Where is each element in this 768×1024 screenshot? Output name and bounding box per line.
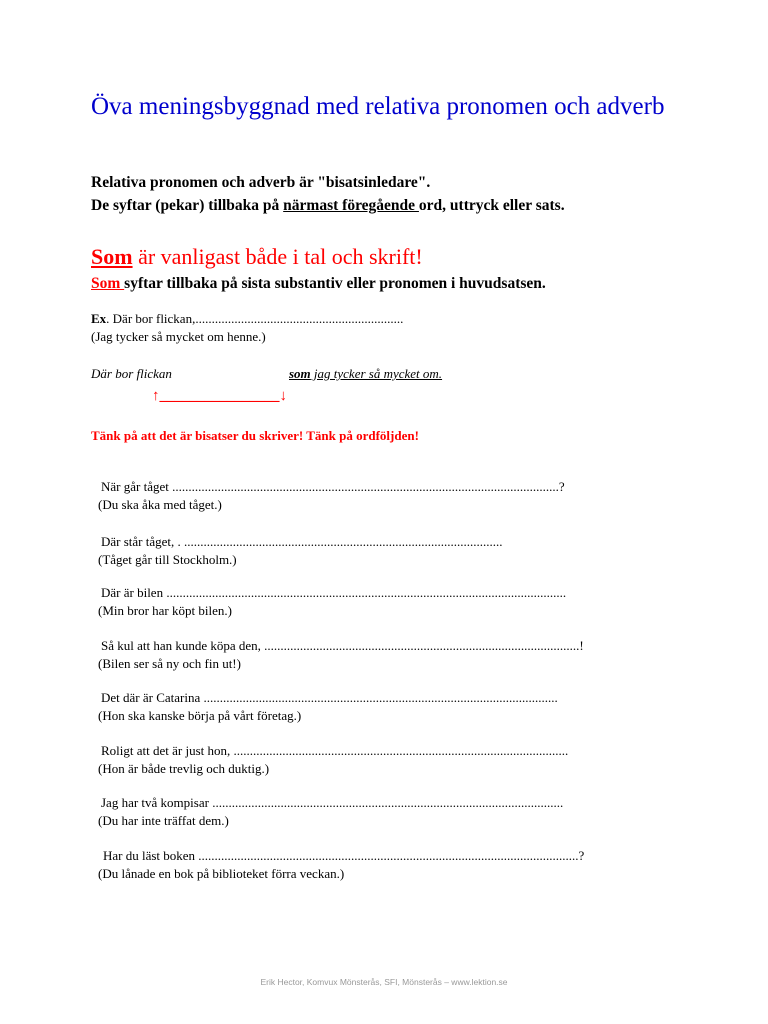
example-italic-right	[289, 366, 442, 382]
som-explanation-rest: syftar tillbaka på sista substantiv eller pronomen i huvudsatsen.	[124, 275, 546, 292]
exercise-question: Där står tåget, . ..................................................................................................	[101, 534, 503, 549]
example-sentence: . Där bor flickan,................................................................	[106, 311, 404, 326]
exercise-question: Roligt att det är just hon, .......................................................................................................	[101, 743, 569, 758]
som-explanation-keyword: Som	[91, 275, 125, 292]
page-title: Öva meningsbyggnad med relativa pronomen och adverb	[91, 93, 665, 120]
warning-text: Tänk på att det är bisatser du skriver! Tänk på ordföljden!	[91, 428, 419, 443]
example-italic-left: Där bor flickan	[91, 366, 172, 381]
page-footer: Erik Hector, Komvux Mönsterås, SFI, Mönsterås – www.lektion.se	[260, 977, 508, 987]
exercise-question: Det där är Catarina .............................................................................................................	[101, 690, 558, 705]
exercise-hint: (Du har inte träffat dem.)	[98, 813, 229, 828]
exercise-hint: (Hon ska kanske börja på vårt företag.)	[98, 708, 302, 723]
exercise-question: När går tåget .......................................................................................................................?	[101, 479, 565, 494]
exercise-question: Har du läst boken .....................................................................................................................?	[103, 848, 585, 863]
exercise-hint: (Min bror har köpt bilen.)	[98, 603, 232, 618]
som-explanation	[91, 275, 546, 293]
exercise-hint: (Tåget går till Stockholm.)	[98, 552, 237, 567]
example-arrow-connector	[152, 388, 287, 405]
example-line-2: (Jag tycker så mycket om henne.)	[91, 329, 266, 344]
intro-line-1: Relativa pronomen och adverb är "bisatsinledare".	[91, 174, 431, 191]
exercise-hint: (Du ska åka med tåget.)	[98, 497, 222, 512]
arrow-up-icon: ↑	[152, 388, 160, 404]
exercise-question: Så kul att han kunde köpa den, .................................................................................................!	[101, 638, 584, 653]
som-heading	[91, 244, 423, 270]
example-line-1	[91, 311, 403, 327]
example-italic-rest: jag tycker så mycket om.	[310, 366, 443, 381]
intro-line-2	[91, 197, 565, 215]
exercise-question: Jag har två kompisar ............................................................................................................	[101, 795, 564, 810]
example-label: Ex	[91, 311, 107, 326]
som-heading-rest: är vanligast både i tal och skrift!	[132, 244, 423, 269]
intro-line-2-underlined: närmast föregående	[283, 197, 419, 214]
arrow-down-icon: ↓	[279, 388, 287, 404]
example-italic-som: som	[289, 366, 311, 381]
exercise-hint: (Du lånade en bok på biblioteket förra veckan.)	[98, 866, 345, 881]
intro-line-2-end: ord, uttryck eller sats.	[418, 197, 565, 214]
exercise-hint: (Bilen ser så ny och fin ut!)	[98, 656, 241, 671]
intro-line-2-start: De syftar (pekar) tillbaka på	[91, 197, 284, 214]
exercise-hint: (Hon är både trevlig och duktig.)	[98, 761, 270, 776]
som-heading-keyword: Som	[91, 244, 133, 269]
arrow-bar: ________________	[159, 388, 280, 404]
exercise-question: Där är bilen ...........................................................................................................................	[101, 585, 567, 600]
